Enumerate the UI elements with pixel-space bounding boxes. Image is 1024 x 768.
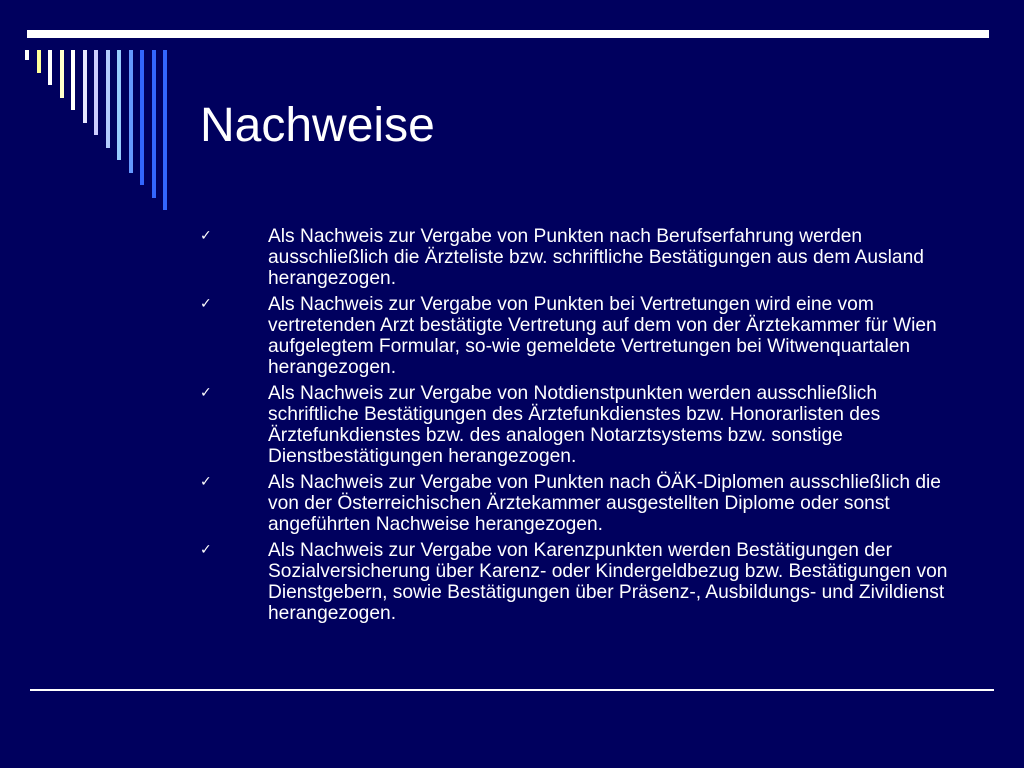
checkmark-icon: ✓ [200,296,212,312]
bullet-text: Als Nachweis zur Vergabe von Punkten nach ÖÄK-Diplomen ausschließlich die von der Österreichischen Ärztekammer ausgestellten Diplome oder sonst angeführten Nachweise herangezogen. [268,472,941,535]
bullet-text: Als Nachweis zur Vergabe von Punkten bei Vertretungen wird eine vom vertretenden Arzt bestätigte Vertretung auf dem von der Ärztekammer für Wien aufgelegtem Formular, so-wie gemeldete Vertretungen bei Witwenquartalen herangezogen. [268,294,937,378]
decorative-bar [94,50,98,135]
decorative-bar [129,50,133,173]
checkmark-icon: ✓ [200,542,212,558]
bullet-text: Als Nachweis zur Vergabe von Karenzpunkten werden Bestätigungen der Sozialversicherung über Karenz- oder Kindergeldbezug bzw. Bestätigungen von Dienstgebern, sowie Bestätigungen über Präsenz-, Ausbildungs- und Zivildienst herangezogen. [268,540,948,624]
bottom-rule [30,689,994,691]
decorative-bar [71,50,75,110]
list-item [200,540,970,624]
bullet-list [200,226,970,629]
decorative-bar [60,50,64,98]
decorative-bar [48,50,52,85]
list-item [200,472,970,535]
bullet-text: Als Nachweis zur Vergabe von Notdienstpunkten werden ausschließlich schriftliche Bestätigungen des Ärztefunkdienstes bzw. Honorarlisten des Ärztefunkdienstes bzw. des analogen Notarztsystems bzw. sonstige Dienstbestätigungen herangezogen. [268,383,881,467]
list-item [200,294,970,378]
slide-title: Nachweise [200,99,435,152]
decorative-bar [83,50,87,123]
list-item [200,383,970,467]
list-item [200,226,970,289]
decorative-bar [106,50,110,148]
decorative-bar [152,50,156,198]
decorative-bar [25,50,29,60]
checkmark-icon: ✓ [200,474,212,490]
decorative-bar [117,50,121,160]
top-rule [27,30,989,38]
checkmark-icon: ✓ [200,385,212,401]
checkmark-icon: ✓ [200,228,212,244]
decorative-bar [37,50,41,73]
decorative-bar [140,50,144,185]
bullet-text: Als Nachweis zur Vergabe von Punkten nach Berufserfahrung werden ausschließlich die Ärzteliste bzw. schriftliche Bestätigungen aus dem Ausland herangezogen. [268,226,924,289]
decorative-bar [163,50,167,210]
